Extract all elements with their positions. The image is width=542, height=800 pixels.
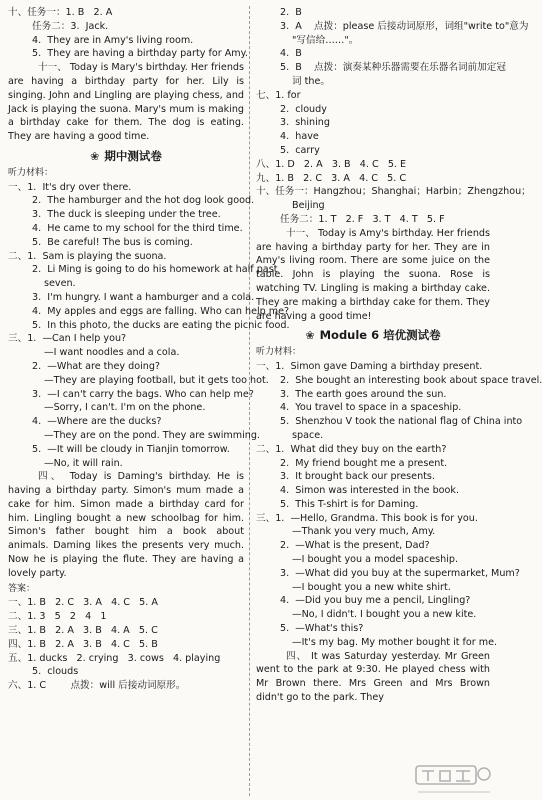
section-number: 三、 bbox=[256, 512, 276, 524]
text-line bbox=[256, 158, 490, 172]
line-text: 3. It brought back our presents. bbox=[280, 471, 435, 483]
passage-paragraph: 十一、 Today is Mary's birthday. Her friends are having a birthday party for her. Lily is singing. John and Lingling are playing chess, and Jack is playing the suona. Mary's mum is making a birthday cake for them. The dog is eating. They are having a good time. bbox=[8, 62, 244, 143]
text-line bbox=[256, 185, 531, 199]
text-line bbox=[8, 415, 244, 429]
line-text: 1. B 2. C 3. A 4. C 5. A bbox=[27, 597, 158, 609]
text-line bbox=[8, 6, 244, 20]
line-text: 3. The earth goes around the sun. bbox=[280, 388, 447, 400]
heading-text: Module 6 培优测试卷 bbox=[319, 328, 441, 343]
line-text: 5. clouds bbox=[32, 666, 79, 678]
line-text: —I bought you a new white shirt. bbox=[292, 581, 451, 593]
line-text: 任务一：1. B 2. A bbox=[27, 7, 113, 18]
line-text: 3. The duck is sleeping under the tree. bbox=[32, 209, 221, 221]
line-text: 5. B 点拨：演奏某种乐器需要在乐器名词前加定冠 bbox=[280, 62, 506, 74]
text-line bbox=[8, 20, 244, 34]
text-line bbox=[8, 34, 244, 48]
line-text: —They are on the pond. They are swimming. bbox=[44, 429, 260, 441]
text-line bbox=[256, 539, 490, 553]
heading-text: 期中测试卷 bbox=[104, 148, 162, 163]
text-line bbox=[8, 319, 290, 333]
text-line bbox=[256, 636, 498, 650]
line-text: 2. —What is the present, Dad? bbox=[280, 540, 430, 552]
text-line bbox=[8, 401, 244, 415]
text-line bbox=[256, 89, 490, 103]
line-text: 1. —Can I help you? bbox=[27, 333, 127, 345]
section-number: 一、 bbox=[256, 360, 276, 372]
section-number: 三、 bbox=[8, 625, 28, 637]
watermark-logo bbox=[414, 764, 494, 798]
text-line bbox=[8, 194, 255, 208]
line-text: 4. They are in Amy's living room. bbox=[32, 34, 194, 46]
line-text: 4. —Where are the ducks? bbox=[32, 416, 162, 428]
text-line bbox=[8, 624, 244, 638]
text-line bbox=[256, 47, 490, 61]
line-text: 1. Sam is playing the suona. bbox=[27, 250, 167, 262]
line-text: 4. have bbox=[280, 131, 319, 143]
text-line bbox=[8, 679, 244, 693]
line-text: —Thank you very much, Amy. bbox=[292, 526, 436, 538]
passage-paragraph: 四、 It was Saturday yesterday. Mr Green went to the park at 9:30. He played chess with Mr Brown there. Mrs Green and Mrs Brown didn't go to the park. They bbox=[256, 650, 490, 704]
line-text: 4. B bbox=[280, 48, 302, 60]
text-line bbox=[256, 443, 490, 457]
section-number: 三、 bbox=[8, 333, 28, 345]
text-line bbox=[8, 665, 244, 679]
text-line bbox=[256, 622, 490, 636]
line-text: 1. for bbox=[275, 89, 301, 101]
subsection-label: 听力材料： bbox=[256, 347, 302, 358]
section-number: 二、 bbox=[8, 611, 28, 623]
line-text: 任务二：3. Jack. bbox=[32, 20, 109, 32]
line-text: 3. I'm hungry. I want a hamburger and a cola. bbox=[32, 291, 255, 303]
section-number: 六、 bbox=[8, 680, 28, 692]
line-text: 3. A 点拨：please 后接动词原形，词组"write to"意为 bbox=[280, 20, 529, 32]
text-line bbox=[256, 116, 490, 130]
text-line bbox=[8, 208, 244, 222]
line-text: —Sorry, I can't. I'm on the phone. bbox=[44, 402, 206, 414]
line-text: 4. Simon was interested in the book. bbox=[280, 485, 459, 497]
text-line bbox=[8, 277, 244, 291]
line-text: 5. Shenzhou V took the national flag of China into bbox=[280, 416, 523, 428]
text-line bbox=[256, 75, 490, 89]
section-number: 五、 bbox=[8, 652, 28, 664]
line-text: —It's my bag. My mother bought it for me. bbox=[292, 636, 498, 648]
text-line bbox=[256, 415, 523, 429]
line-text: 任务二：1. T 2. F 3. T 4. T 5. F bbox=[280, 213, 445, 225]
paw-icon: ❀ bbox=[90, 149, 100, 163]
text-line bbox=[256, 61, 506, 75]
line-text: 5. —It will be cloudy in Tianjin tomorrow. bbox=[32, 443, 230, 455]
section-number: 八、 bbox=[256, 158, 276, 170]
text-line bbox=[256, 512, 490, 526]
line-text: 5. They are having a birthday party for Amy. bbox=[32, 48, 248, 60]
text-line bbox=[256, 130, 490, 144]
text-line bbox=[8, 457, 244, 471]
text-line bbox=[8, 263, 278, 277]
text-line bbox=[8, 388, 254, 402]
line-text: 2. She bought an interesting book about space travel. bbox=[280, 374, 542, 386]
section-number: 九、 bbox=[256, 172, 276, 184]
text-line bbox=[256, 172, 490, 186]
text-line bbox=[8, 222, 244, 236]
text-line bbox=[8, 47, 248, 61]
subsection-label: 答案： bbox=[8, 583, 36, 594]
line-text: 1. B 2. A 3. B 4. A 5. C bbox=[27, 625, 158, 637]
section-number: 二、 bbox=[256, 443, 276, 455]
section-number: 七、 bbox=[256, 89, 276, 101]
text-line bbox=[8, 596, 244, 610]
line-text: 1. D 2. A 3. B 4. C 5. E bbox=[275, 158, 407, 170]
text-line bbox=[8, 360, 244, 374]
text-line bbox=[8, 236, 244, 250]
section-heading bbox=[256, 329, 490, 343]
text-line bbox=[256, 457, 490, 471]
section-number: 十、 bbox=[256, 186, 276, 198]
section-number: 十、 bbox=[8, 7, 28, 18]
text-line bbox=[8, 291, 255, 305]
text-line bbox=[256, 484, 490, 498]
line-text: 1. What did they buy on the earth? bbox=[275, 443, 447, 455]
text-line bbox=[8, 305, 290, 319]
text-line bbox=[256, 525, 490, 539]
line-text: 2. Li Ming is going to do his homework at half past bbox=[32, 264, 278, 276]
line-text: 5. —What's this? bbox=[280, 623, 364, 635]
line-text: seven. bbox=[44, 278, 76, 290]
line-text: —No, I didn't. I bought you a new kite. bbox=[292, 609, 477, 621]
text-line bbox=[256, 498, 490, 512]
line-text: —No, it will rain. bbox=[44, 457, 123, 469]
line-text: 4. He came to my school for the third time. bbox=[32, 222, 243, 234]
line-text: 1. B 2. A 3. B 4. C 5. B bbox=[27, 638, 158, 650]
line-text: 词 the。 bbox=[292, 75, 330, 87]
line-text: 1. 3 5 2 4 1 bbox=[27, 611, 107, 623]
section-number: 四、 bbox=[8, 638, 28, 650]
subsection-label: 听力材料： bbox=[8, 167, 54, 178]
line-text: 3. —What did you buy at the supermarket, Mum? bbox=[280, 567, 520, 579]
text-line bbox=[256, 360, 490, 374]
line-text: —I want noodles and a cola. bbox=[44, 347, 180, 359]
line-text: —I bought you a model spaceship. bbox=[292, 554, 459, 566]
text-line bbox=[8, 250, 244, 264]
text-line bbox=[256, 470, 490, 484]
line-text: 2. B bbox=[280, 7, 302, 18]
line-text: 2. The hamburger and the hot dog look good. bbox=[32, 195, 255, 207]
text-line bbox=[8, 346, 244, 360]
line-text: 5. carry bbox=[280, 144, 320, 156]
section-number: 一、 bbox=[8, 181, 28, 193]
text-line bbox=[8, 332, 244, 346]
text-line bbox=[256, 144, 490, 158]
text-line bbox=[256, 213, 490, 227]
line-text: 2. —What are they doing? bbox=[32, 360, 161, 372]
text-line bbox=[256, 608, 490, 622]
text-line bbox=[8, 374, 269, 388]
line-text: 4. You travel to space in a spaceship. bbox=[280, 402, 462, 414]
line-text: 任务一：Hangzhou；Shanghai；Harbin；Zhengzhou； bbox=[275, 186, 531, 198]
text-line bbox=[256, 429, 490, 443]
text-line bbox=[256, 581, 490, 595]
line-text: 5. This T-shirt is for Daming. bbox=[280, 498, 419, 510]
text-line bbox=[8, 443, 244, 457]
line-text: 2. cloudy bbox=[280, 103, 327, 115]
section-heading bbox=[8, 150, 244, 164]
line-text: 5. In this photo, the ducks are eating the picnic food. bbox=[32, 319, 290, 331]
line-text: 2. My friend bought me a present. bbox=[280, 457, 448, 469]
text-line bbox=[8, 181, 244, 195]
text-line bbox=[256, 6, 490, 20]
text-line bbox=[8, 652, 244, 666]
line-text: 1. It's dry over there. bbox=[27, 181, 132, 193]
line-text: 3. —I can't carry the bags. Who can help me? bbox=[32, 388, 254, 400]
text-line bbox=[256, 567, 520, 581]
text-line bbox=[256, 553, 490, 567]
passage-paragraph: 十一、 Today is Amy's birthday. Her friends are having a birthday party for her. They are in Amy's living room. There are some juice on the table. John is playing the suona. Rose is watching TV. Lingling is making a birthday cake. They are making a birthday cake for them. They are having a good time! bbox=[256, 227, 490, 322]
line-text: "写信给……"。 bbox=[292, 34, 359, 46]
section-number: 一、 bbox=[8, 597, 28, 609]
line-text: Beijing bbox=[292, 200, 325, 212]
line-text: —They are playing football, but it gets too hot. bbox=[44, 374, 269, 386]
line-text: 3. shining bbox=[280, 117, 330, 129]
line-text: 1. B 2. C 3. A 4. C 5. C bbox=[275, 172, 407, 184]
line-text: 4. —Did you buy me a pencil, Lingling? bbox=[280, 595, 471, 607]
line-text: 5. Be careful! The bus is coming. bbox=[32, 236, 193, 248]
line-text: space. bbox=[292, 429, 324, 441]
passage-paragraph: 四、 Today is Daming's birthday. He is having a birthday party. Simon's mum made a cake for him. Simon made a birthday card for him. Lingling bought a new schoolbag for him. Simon's father bought him a book about animals. Daming likes the presents very much. Now he is playing the flute. They are having a lovely party. bbox=[8, 471, 244, 579]
text-line bbox=[256, 374, 542, 388]
text-line bbox=[256, 20, 529, 34]
text-line bbox=[256, 199, 490, 213]
line-text: 1. C 点拨：will 后接动词原形。 bbox=[27, 680, 186, 692]
line-text: 1. ducks 2. crying 3. cows 4. playing bbox=[27, 652, 221, 664]
text-line bbox=[8, 610, 244, 624]
text-line bbox=[256, 103, 490, 117]
line-text: 1. Simon gave Daming a birthday present. bbox=[275, 360, 483, 372]
text-line bbox=[256, 401, 490, 415]
text-line bbox=[256, 34, 490, 48]
line-text: 4. My apples and eggs are falling. Who can help me? bbox=[32, 305, 290, 317]
section-number: 二、 bbox=[8, 250, 28, 262]
text-line bbox=[8, 429, 260, 443]
right-column bbox=[256, 6, 542, 705]
text-line bbox=[256, 388, 490, 402]
paw-icon: ❀ bbox=[305, 329, 315, 343]
text-line bbox=[8, 638, 244, 652]
line-text: 1. —Hello, Grandma. This book is for you. bbox=[275, 512, 478, 524]
text-line bbox=[256, 594, 490, 608]
